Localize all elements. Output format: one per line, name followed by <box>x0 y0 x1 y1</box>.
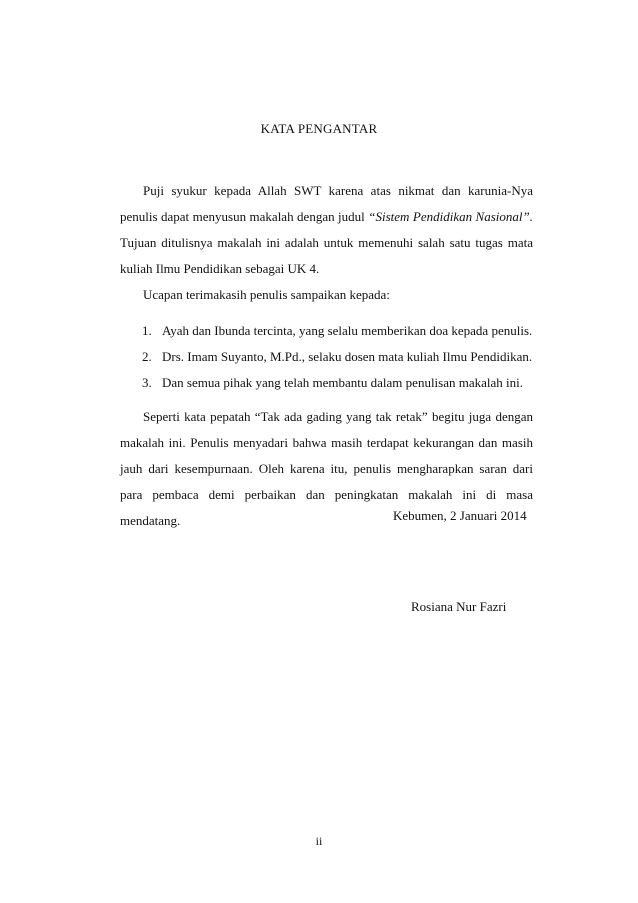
paragraph-closing: Seperti kata pepatah “Tak ada gading yang tak retak” begitu juga dengan makalah ini. Penulis menyadari bahwa masih terdapat kekurangan dan masih jauh dari kesempurnaan. Oleh karena itu, penulis mengharapkan saran dari para pembaca demi perbaikan dan peningkatan makalah ini di masa mendatang. <box>120 409 533 528</box>
paragraph-opening-text: Puji syukur kepada Allah SWT karena atas nikmat dan karunia-Nya penulis dapat menyusun makalah dengan judul <box>120 183 533 224</box>
list-item <box>120 370 533 396</box>
list-item-text: Drs. Imam Suyanto, M.Pd., selaku dosen mata kuliah Ilmu Pendidikan. <box>162 349 533 364</box>
document-body <box>120 178 533 534</box>
paragraph-opening-text-end: Tujuan ditulisnya makalah ini adalah untuk memenuhi salah satu tugas mata kuliah Ilmu Pendidikan sebagai UK 4. <box>120 235 533 276</box>
list-item-number: 1. <box>142 323 152 338</box>
list-item-number: 3. <box>142 375 152 390</box>
page-title: KATA PENGANTAR <box>260 121 378 136</box>
list-item-text: Ayah dan Ibunda tercinta, yang selalu memberikan doa kepada penulis. <box>162 323 533 338</box>
paper-title-italic: “Sistem Pendidikan Nasional”. <box>368 209 533 224</box>
paragraph-thanks: Ucapan terimakasih penulis sampaikan kepada: <box>143 287 390 302</box>
list-item <box>120 318 533 344</box>
paragraph-opening <box>120 178 533 282</box>
page-number: ii <box>315 834 323 848</box>
list-item <box>120 344 533 370</box>
signer-name: Rosiana Nur Fazri <box>411 599 507 614</box>
list-item-number: 2. <box>142 349 152 364</box>
date-line: Kebumen, 2 Januari 2014 <box>393 508 527 523</box>
thanks-list <box>120 318 533 396</box>
list-item-text: Dan semua pihak yang telah membantu dalam penulisan makalah ini. <box>162 375 524 390</box>
